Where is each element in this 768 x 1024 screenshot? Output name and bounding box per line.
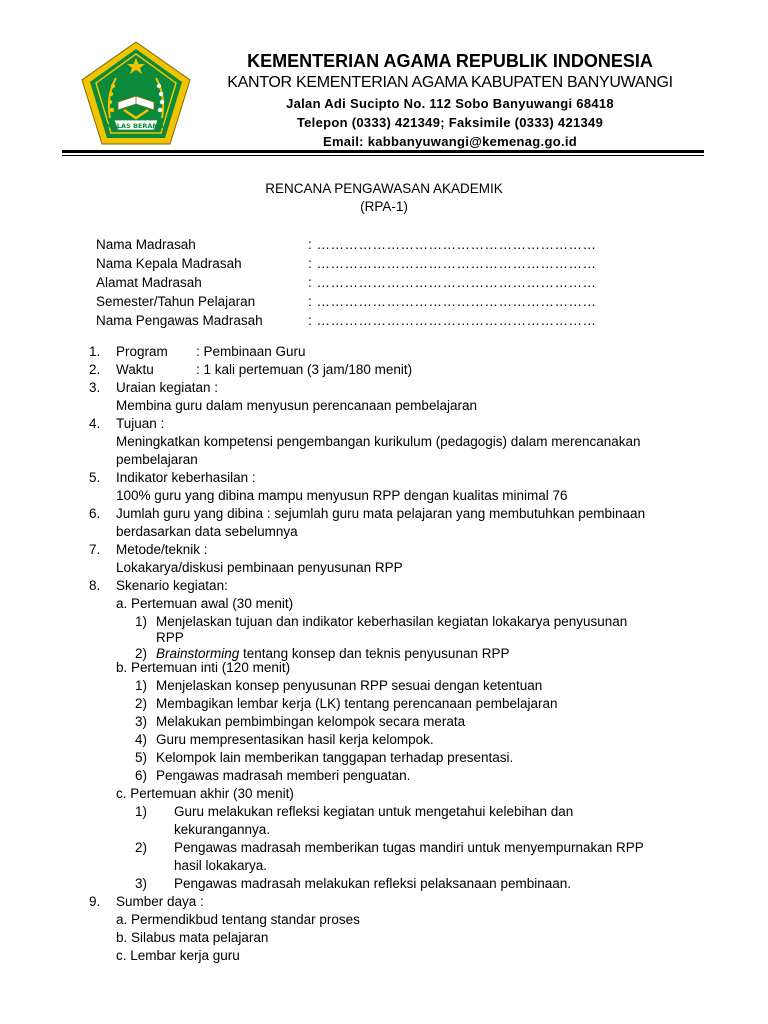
identity-row-kepala [96,254,597,273]
identity-row-semester [96,292,597,311]
identity-row-madrasah [96,235,597,254]
identity-value: : …………………………………………………… [308,294,597,309]
identity-value: : …………………………………………………… [308,275,597,290]
office-email: Email: kabbanyuwangi@kemenag.go.id [322,134,578,149]
kemenag-logo-icon [80,40,192,148]
identity-value: : …………………………………………………… [308,313,597,328]
ministry-name: KEMENTERIAN AGAMA REPUBLIK INDONESIA [247,51,653,71]
letterhead-rule-thick [62,150,704,153]
identity-value: : …………………………………………………… [308,256,597,271]
letterhead-text [205,50,695,151]
identity-row-alamat [96,273,597,292]
document-title [0,180,768,216]
letterhead-rule-thin [62,155,704,156]
office-name: KANTOR KEMENTERIAN AGAMA KABUPATEN BANYUWANGI [227,74,673,91]
office-address: Jalan Adi Sucipto No. 112 Sobo Banyuwangi 68418 [286,96,614,111]
letterhead [0,0,768,160]
identity-label: Alamat Madrasah [96,275,202,290]
identity-label: Semester/Tahun Pelajaran [96,294,256,309]
identity-label: Nama Pengawas Madrasah [96,313,263,328]
identity-fields [96,235,597,330]
office-phone: Telepon (0333) 421349; Faksimile (0333) 421349 [296,115,604,130]
identity-label: Nama Kepala Madrasah [96,256,242,271]
title-main: RENCANA PENGAWASAN AKADEMIK [265,181,503,196]
identity-value: : …………………………………………………… [308,237,597,252]
identity-label: Nama Madrasah [96,237,196,252]
title-code: (RPA-1) [360,199,408,214]
identity-row-pengawas [96,311,597,330]
logo-motto: IKHLAS BERAMAL [103,122,169,130]
